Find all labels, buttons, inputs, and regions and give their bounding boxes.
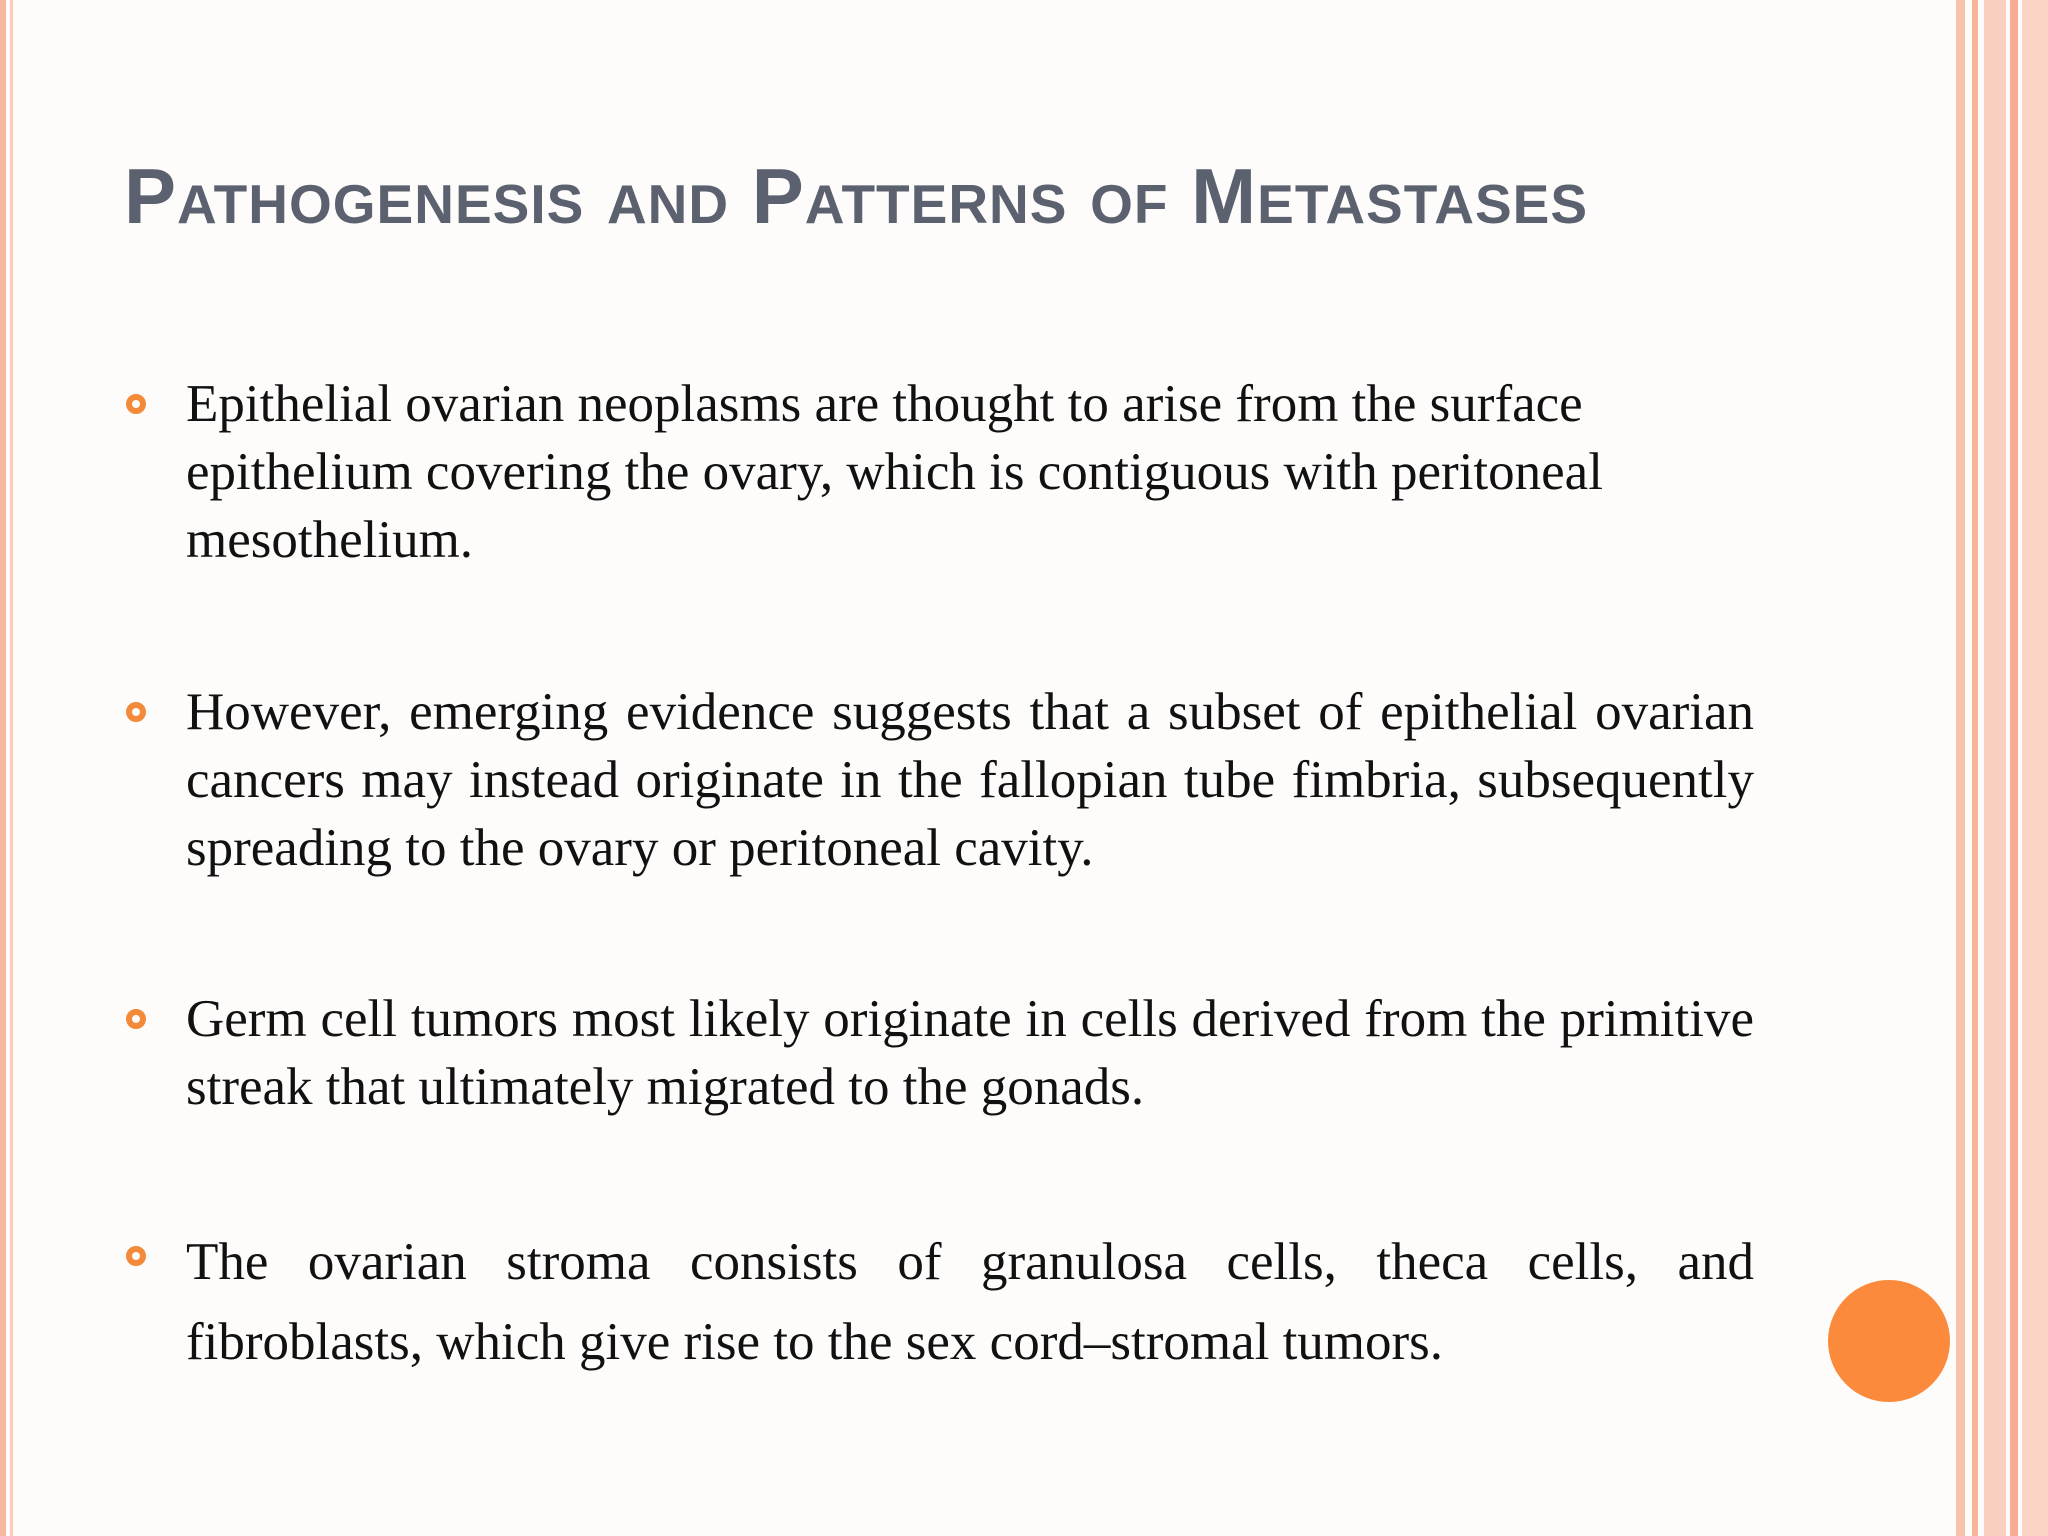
bullet-circle-icon	[126, 394, 146, 414]
bullet-text: Germ cell tumors most likely originate in cells derived from the primitive streak that ultimately migrated to the gonads.	[186, 990, 1754, 1116]
right-border-stripe	[2022, 0, 2048, 1536]
right-border-stripe	[2010, 0, 2018, 1536]
bullet-circle-icon	[126, 702, 146, 722]
right-border-stripe	[1956, 0, 1965, 1536]
slide-title: Pathogenesis and Patterns of Metastases	[124, 152, 1589, 240]
bullet-text: Epithelial ovarian neoplasms are thought to arise from the surface epithelium covering the ovary, which is contiguous with peritoneal mesothelium.	[186, 375, 1603, 569]
left-border-stripe	[0, 0, 6, 1536]
decorative-orange-circle	[1828, 1280, 1950, 1402]
left-border-stripe	[10, 0, 13, 1536]
bullet-circle-icon	[126, 1009, 146, 1029]
bullet-circle-icon	[126, 1246, 146, 1266]
bullet-text: However, emerging evidence suggests that a subset of epithelial ovarian cancers may instead originate in the fallopian tube fimbria, subsequently spreading to the ovary or peritoneal cavity.	[186, 683, 1754, 877]
right-border-stripe	[1984, 0, 2006, 1536]
right-border-stripe	[1972, 0, 1978, 1536]
bullet-text: The ovarian stroma consists of granulosa cells, theca cells, and fibroblasts, which give rise to the sex cord–stromal tumors.	[186, 1233, 1754, 1371]
